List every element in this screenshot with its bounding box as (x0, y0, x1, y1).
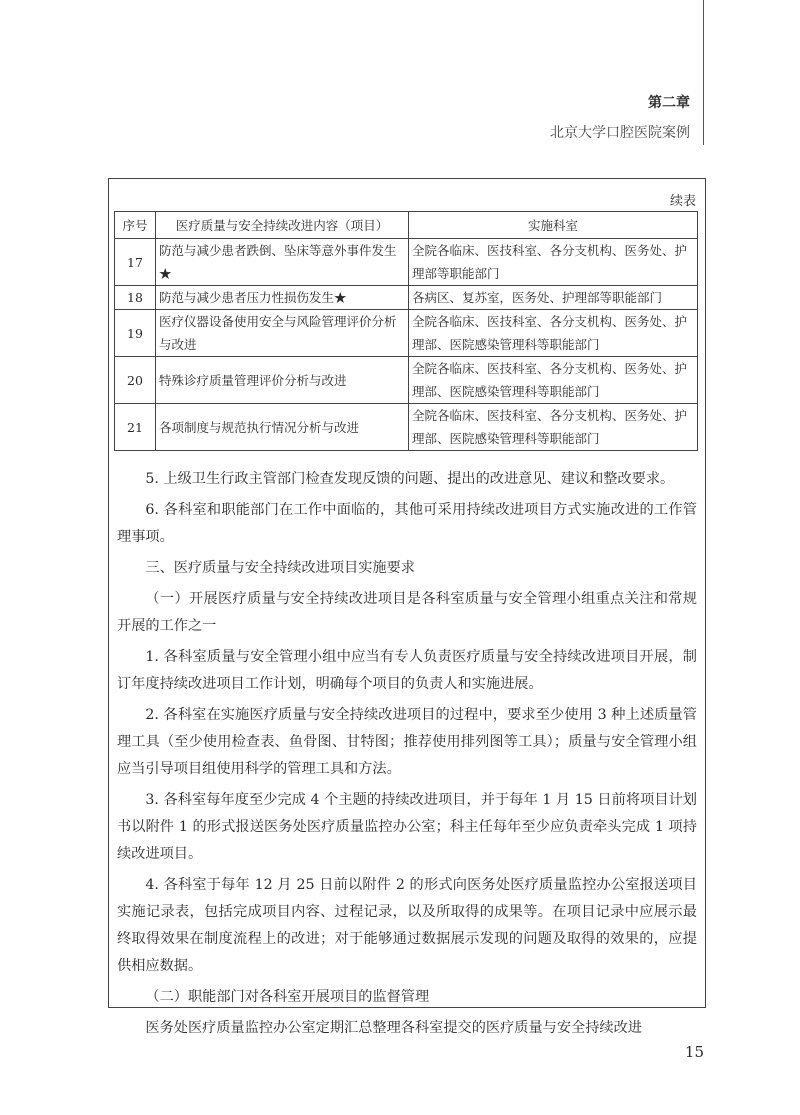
table-row (115, 404, 698, 451)
page-number: 15 (684, 1043, 704, 1061)
row-dept: 全院各临床、医技科室、各分支机构、医务处、护理部、医院感染管理科等职能部门 (409, 404, 698, 451)
table-row (115, 310, 698, 357)
row-content: 各项制度与规范执行情况分析与改进 (156, 404, 409, 451)
subsection-heading: （一）开展医疗质量与安全持续改进项目是各科室质量与安全管理小组重点关注和常规开展的工作之一 (117, 591, 697, 634)
row-content: 特殊诊疗质量管理评价分析与改进 (156, 357, 409, 404)
paragraph: 3. 各科室每年度至少完成 4 个主题的持续改进项目，并于每年 1 月 15 日前将项目计划书以附件 1 的形式报送医务处医疗质量监控办公室；科主任每年至少应负责牵头完成 1 项持续改进项目。 (117, 792, 697, 862)
col-header-content: 医疗质量与安全持续改进内容（项目） (156, 212, 409, 239)
chapter-heading: 第二章 (648, 95, 690, 111)
paragraph: 1. 各科室质量与安全管理小组中应当有专人负责医疗质量与安全持续改进项目开展，制订年度持续改进项目工作计划，明确每个项目的负责人和实施进展。 (117, 649, 697, 692)
paragraph: 5. 上级卫生行政主管部门检查发现反馈的问题、提出的改进意见、建议和整改要求。 (145, 471, 675, 487)
paragraph: 6. 各科室和职能部门在工作中面临的，其他可采用持续改进项目方式实施改进的工作管理事项。 (117, 502, 697, 545)
improvement-table (114, 211, 698, 451)
col-header-dept: 实施科室 (409, 212, 698, 239)
continued-label: 续表 (669, 194, 696, 209)
row-dept: 全院各临床、医技科室、各分支机构、医务处、护理部、医院感染管理科等职能部门 (409, 310, 698, 357)
table-row (115, 286, 698, 310)
row-content: 防范与减少患者跌倒、坠床等意外事件发生★ (156, 239, 409, 286)
row-content: 防范与减少患者压力性损伤发生★ (156, 286, 409, 310)
row-num: 21 (115, 404, 156, 451)
row-num: 19 (115, 310, 156, 357)
paragraph: 2. 各科室在实施医疗质量与安全持续改进项目的过程中，要求至少使用 3 种上述质量管理工具（至少使用检查表、鱼骨图、甘特图；推荐使用排列图等工具）；质量与安全管理小组应当引导项目组使用科学的管理工具和方法。 (117, 707, 697, 777)
row-dept: 全院各临床、医技科室、各分支机构、医务处、护理部、医院感染管理科等职能部门 (409, 357, 698, 404)
table-row (115, 239, 698, 286)
row-content: 医疗仪器设备使用安全与风险管理评价分析与改进 (156, 310, 409, 357)
table-row (115, 357, 698, 404)
paragraph: 医务处医疗质量监控办公室定期汇总整理各科室提交的医疗质量与安全持续改进 (145, 1020, 642, 1036)
row-num: 17 (115, 239, 156, 286)
margin-rule (703, 0, 704, 145)
subsection-heading: （二）职能部门对各科室开展项目的监督管理 (145, 989, 430, 1005)
paragraph: 4. 各科室于每年 12 月 25 日前以附件 2 的形式向医务处医疗质量监控办公室报送项目实施记录表，包括完成项目内容、过程记录，以及所取得的成果等。在项目记录中应展示最终取得效果在制度流程上的改进；对于能够通过数据展示发现的问题及取得的效果的，应提供相应数据。 (117, 877, 697, 974)
book-title: 北京大学口腔医院案例 (550, 125, 690, 141)
row-num: 18 (115, 286, 156, 310)
table-header-row (115, 212, 698, 239)
row-dept: 全院各临床、医技科室、各分支机构、医务处、护理部等职能部门 (409, 239, 698, 286)
row-dept: 各病区、复苏室，医务处、护理部等职能部门 (409, 286, 698, 310)
col-header-num: 序号 (115, 212, 156, 239)
row-num: 20 (115, 357, 156, 404)
section-heading: 三、医疗质量与安全持续改进项目实施要求 (145, 560, 415, 576)
body-text (117, 466, 697, 1046)
